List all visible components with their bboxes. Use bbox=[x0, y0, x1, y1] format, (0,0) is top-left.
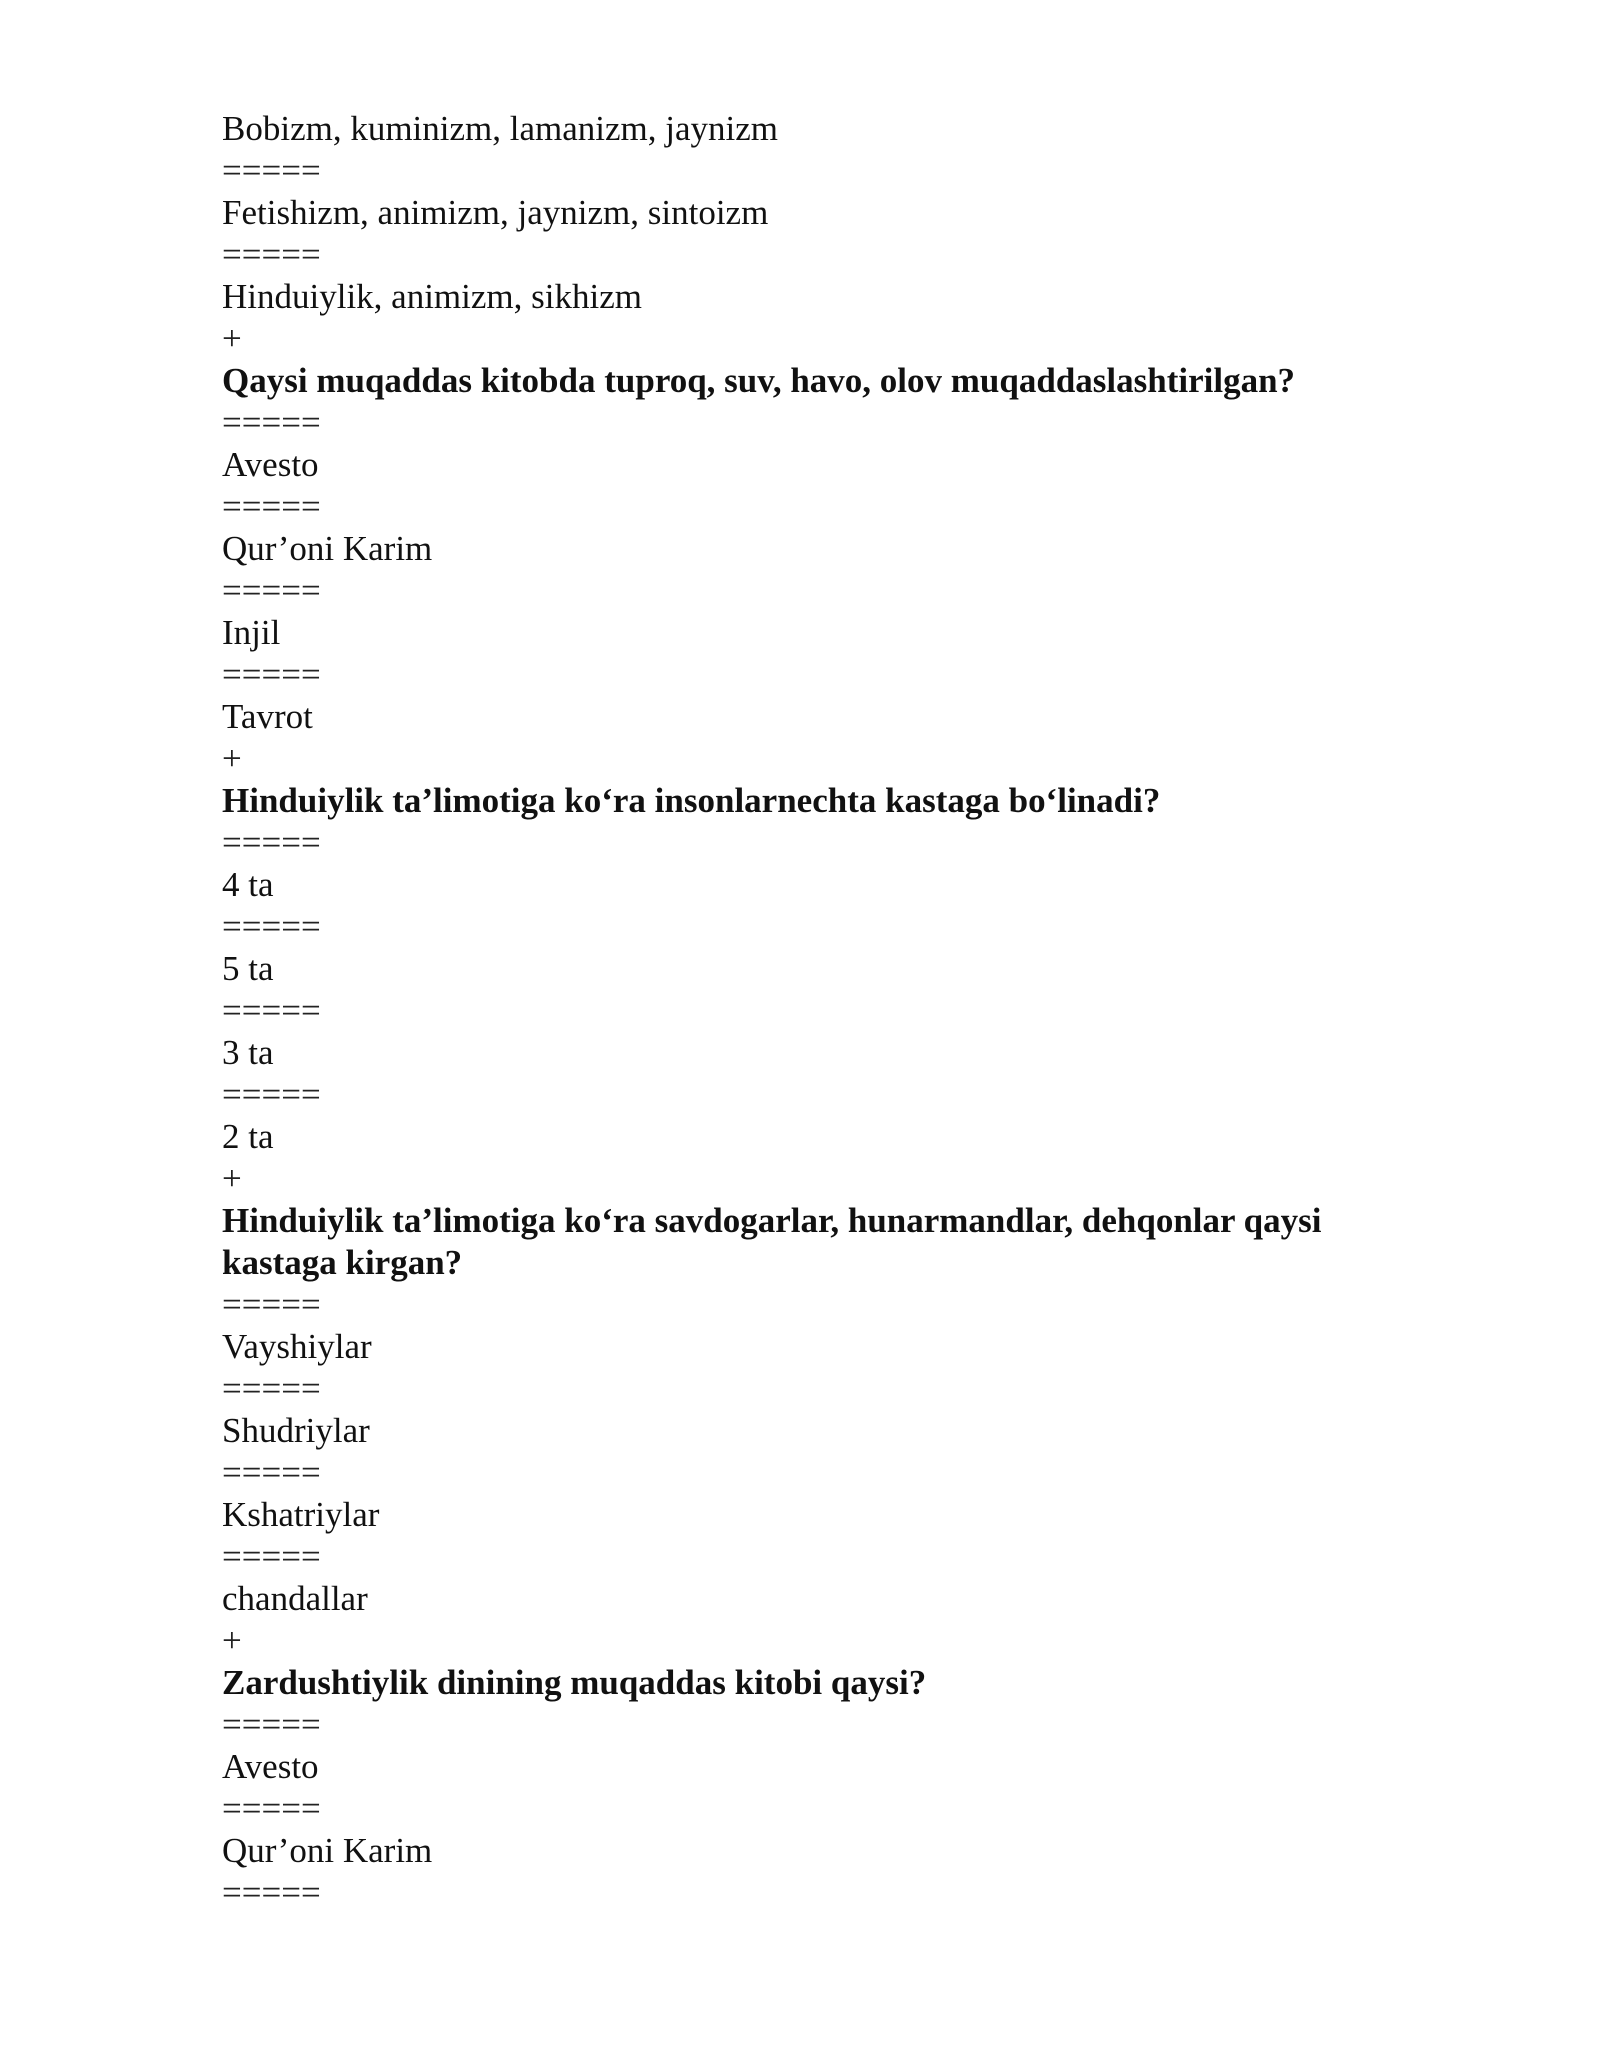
question-text: Hinduiylik ta’limotiga ko‘ra insonlarnechta kastaga bo‘linadi? bbox=[222, 781, 1161, 820]
separator: ===== bbox=[222, 151, 321, 190]
answer-option: Qur’oni Karim bbox=[222, 529, 433, 568]
separator: ===== bbox=[222, 1075, 321, 1114]
question-text: Hinduiylik ta’limotiga ko‘ra savdogarlar, hunarmandlar, dehqonlar qaysi kastaga kirgan? bbox=[222, 1201, 1322, 1282]
answer-option: 3 ta bbox=[222, 1033, 274, 1072]
question-marker: + bbox=[222, 739, 242, 778]
separator: ===== bbox=[222, 1705, 321, 1744]
answer-option: Avesto bbox=[222, 1747, 319, 1786]
separator: ===== bbox=[222, 571, 321, 610]
answer-option: chandallar bbox=[222, 1579, 368, 1618]
separator: ===== bbox=[222, 1369, 321, 1408]
separator: ===== bbox=[222, 1453, 321, 1492]
separator: ===== bbox=[222, 487, 321, 526]
document-page bbox=[222, 108, 1402, 1914]
separator: ===== bbox=[222, 235, 321, 274]
answer-option: Qur’oni Karim bbox=[222, 1831, 433, 1870]
answer-option: Hinduiylik, animizm, sikhizm bbox=[222, 277, 642, 316]
question-marker: + bbox=[222, 1159, 242, 1198]
answer-option: 2 ta bbox=[222, 1117, 274, 1156]
question-text: Qaysi muqaddas kitobda tuproq, suv, havo, olov muqaddaslashtirilgan? bbox=[222, 361, 1296, 400]
separator: ===== bbox=[222, 655, 321, 694]
answer-option: Fetishizm, animizm, jaynizm, sintoizm bbox=[222, 193, 769, 232]
separator: ===== bbox=[222, 823, 321, 862]
answer-option: Injil bbox=[222, 613, 281, 652]
answer-option: 4 ta bbox=[222, 865, 274, 904]
answer-option: 5 ta bbox=[222, 949, 274, 988]
separator: ===== bbox=[222, 1873, 321, 1912]
separator: ===== bbox=[222, 1789, 321, 1828]
answer-option: Avesto bbox=[222, 445, 319, 484]
answer-option: Vayshiylar bbox=[222, 1327, 372, 1366]
separator: ===== bbox=[222, 991, 321, 1030]
separator: ===== bbox=[222, 907, 321, 946]
separator: ===== bbox=[222, 1285, 321, 1324]
question-marker: + bbox=[222, 1621, 242, 1660]
answer-option: Tavrot bbox=[222, 697, 313, 736]
separator: ===== bbox=[222, 403, 321, 442]
answer-option: Bobizm, kuminizm, lamanizm, jaynizm bbox=[222, 109, 779, 148]
answer-option: Kshatriylar bbox=[222, 1495, 380, 1534]
separator: ===== bbox=[222, 1537, 321, 1576]
question-text: Zardushtiylik dinining muqaddas kitobi qaysi? bbox=[222, 1663, 927, 1702]
question-marker: + bbox=[222, 319, 242, 358]
answer-option: Shudriylar bbox=[222, 1411, 370, 1450]
